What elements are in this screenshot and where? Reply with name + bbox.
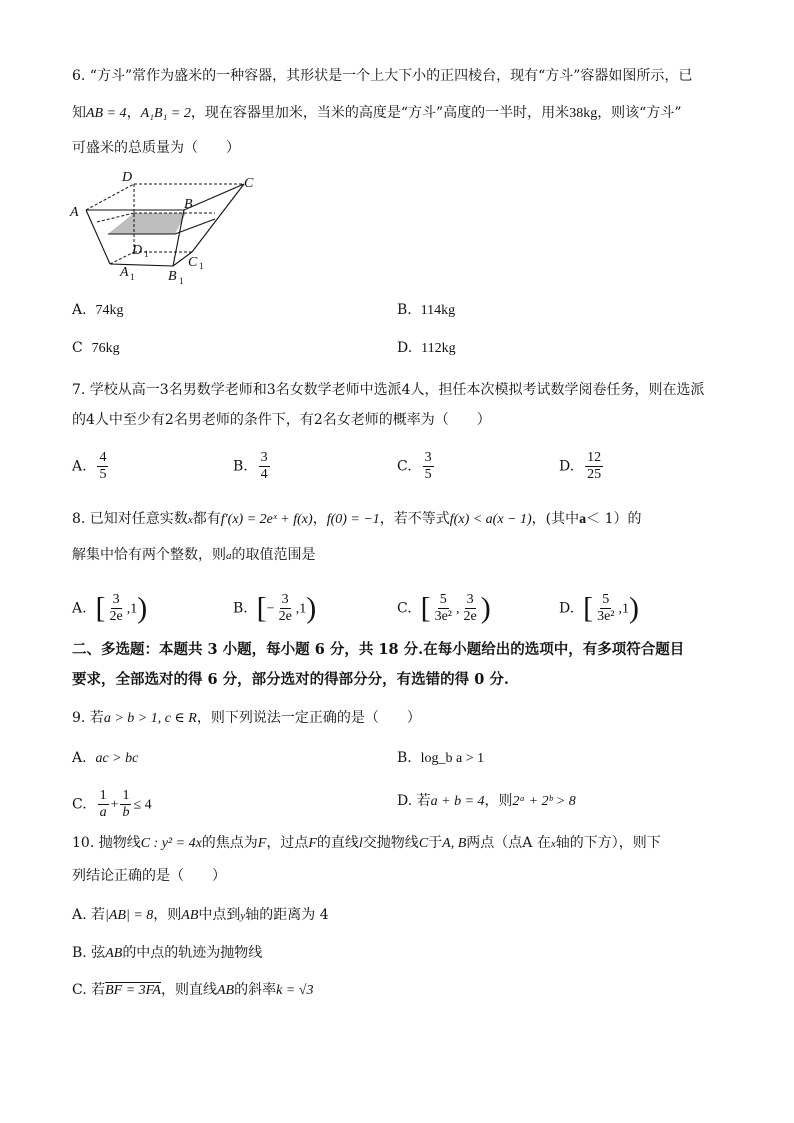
- fraction: [107, 592, 124, 625]
- bracket-open: [: [420, 591, 431, 625]
- option-letter: A.: [72, 600, 87, 617]
- bracket-close: ): [480, 591, 491, 625]
- option-text: 74kg: [95, 303, 124, 318]
- q8-option-d[interactable]: D. [ $\frac{5}{\text{3e²}}$ ,1): [559, 591, 640, 625]
- label-d1: D: [132, 243, 143, 258]
- denominator: 3e²: [597, 609, 615, 624]
- q10-text: 的焦点为: [201, 835, 258, 851]
- q9-option-d[interactable]: [397, 791, 576, 812]
- fraction: [97, 450, 108, 483]
- numerator: 3: [281, 592, 289, 607]
- option-text: 的中点的轨迹为抛物线: [122, 945, 263, 961]
- option-math: AB: [181, 908, 199, 923]
- q8-var-a: a: [226, 550, 232, 562]
- q8-eq1: f′(x) = 2eˣ + f(x): [220, 512, 313, 527]
- q9-option-b[interactable]: [397, 748, 484, 769]
- q10-text: 两点（点A 在: [466, 835, 551, 851]
- q8-text: ＜ 1）的: [586, 511, 642, 527]
- q6-option-d[interactable]: [397, 338, 456, 359]
- interval-right: 1: [130, 601, 138, 617]
- numerator: 3: [112, 592, 120, 607]
- label-c1-sub: 1: [199, 261, 204, 271]
- label-c1: C: [188, 255, 198, 270]
- q6-a1b1-eq: A₁B₁ = 2: [140, 106, 191, 121]
- q8-line2: [72, 545, 316, 566]
- bracket-close: ): [306, 591, 317, 625]
- option-text: 中点到: [198, 907, 241, 923]
- numerator: 1: [122, 788, 130, 803]
- q7-line1: 7. 学校从高一3名男数学老师和3名女数学老师中选派4人，担任本次模拟考试数学阅卷任务，则在选派: [72, 382, 705, 398]
- q8-option-c[interactable]: C. [ $\frac{5}{\text{3e²}}$ , $\frac{3}{2e}$ ): [397, 591, 491, 625]
- option-letter: C.: [397, 600, 412, 617]
- q10-text: 10. 抛物线: [72, 835, 141, 851]
- denominator: 5: [99, 467, 107, 482]
- label-a1-sub: 1: [130, 272, 135, 282]
- q10-text: ，过点: [266, 835, 309, 851]
- q9-option-a[interactable]: [72, 748, 138, 769]
- option-text: B. 弦: [72, 945, 106, 961]
- option-letter: A.: [72, 302, 87, 318]
- option-letter: C: [72, 340, 83, 356]
- option-math: 2ᵃ + 2ᵇ > 8: [512, 794, 576, 809]
- q6-line2: [72, 103, 682, 124]
- q9-option-c[interactable]: [72, 788, 152, 821]
- q7-option-c[interactable]: [397, 450, 436, 483]
- q8-var-a-bold: a: [579, 512, 587, 527]
- edge-bc: [184, 184, 244, 210]
- q10-line2: 列结论正确的是（ ）: [72, 868, 226, 884]
- q8-text: 解集中恰有两个整数，则: [72, 547, 226, 563]
- q9-text: ，则下列说法一定正确的是（ ）: [196, 710, 421, 726]
- edge-ad-hidden: [86, 184, 134, 210]
- label-d: D: [122, 170, 133, 185]
- option-text: ，则: [484, 793, 513, 809]
- option-letter: A.: [72, 458, 87, 475]
- bracket-open: [: [256, 591, 267, 625]
- q10-text: 的直线: [316, 835, 359, 851]
- numerator: 5: [602, 592, 610, 607]
- fraction: [259, 450, 270, 483]
- option-text: 114kg: [420, 303, 456, 318]
- q10-focus: F: [257, 836, 267, 851]
- denominator: 3e²: [434, 609, 452, 624]
- edge-aa1: [86, 210, 110, 264]
- option-text: C. 若: [72, 982, 106, 998]
- option-text: 轴的距离为 4: [245, 907, 329, 923]
- q6-sep: ，: [126, 105, 141, 121]
- fraction: [120, 788, 131, 821]
- q6-text: 知: [72, 105, 86, 121]
- label-b: B: [184, 197, 193, 212]
- numerator: 3: [260, 450, 268, 465]
- option-text: 若: [416, 793, 431, 809]
- q10-option-a[interactable]: [72, 905, 329, 926]
- frustum-figure: [66, 168, 266, 286]
- q10-points: A, B: [442, 836, 467, 851]
- interval-right: 1: [299, 601, 307, 617]
- numerator: 12: [587, 450, 602, 465]
- option-text: ，则直线: [160, 982, 217, 998]
- denominator: 4: [260, 467, 268, 482]
- q8-eq2: f(0) = −1: [326, 512, 380, 527]
- edge-a1d1-hidden: [110, 252, 134, 264]
- q6-text: ，现在容器里加米，当米的高度是“方斗”高度的一半时，用米: [190, 105, 570, 121]
- denominator: 2e: [109, 609, 123, 624]
- q8-option-b[interactable]: B. [− $\frac{3}{2e}$ ,1): [233, 591, 317, 625]
- option-text: 112kg: [421, 341, 456, 356]
- option-letter: C.: [72, 796, 87, 813]
- q10-curve: C: [418, 836, 429, 851]
- q8-text: 都有: [192, 511, 221, 527]
- option-letter: D.: [559, 458, 575, 475]
- q8-text: ，(其中: [531, 511, 580, 527]
- option-text: ac > bc: [95, 751, 139, 766]
- q10-text: 于: [428, 835, 443, 851]
- q10-line-l: l: [358, 836, 363, 851]
- bracket-close: ): [629, 591, 640, 625]
- denominator: a: [99, 805, 107, 820]
- label-a1: A: [120, 265, 129, 280]
- q10-text: 轴的下方），则下: [555, 835, 661, 851]
- q10-parabola: C : y² = 4x: [140, 836, 202, 851]
- denominator: b: [122, 805, 130, 820]
- label-b1-sub: 1: [179, 276, 184, 286]
- fraction: [585, 450, 603, 483]
- q8-text: 的取值范围是: [231, 547, 316, 563]
- q8-var-x: x: [187, 514, 193, 526]
- fraction: [462, 592, 479, 625]
- numerator: 5: [439, 592, 447, 607]
- q9-stem: [72, 708, 421, 729]
- q8-text: ，若不等式: [379, 511, 450, 527]
- option-text: ，则: [153, 907, 182, 923]
- q7-line2: 的4人中至少有2名男老师的条件下，有2名女老师的概率为（ ）: [72, 412, 491, 428]
- q7-option-b[interactable]: [233, 450, 272, 483]
- q6-line3: 可盛米的总质量为（ ）: [72, 140, 240, 156]
- label-c: C: [244, 176, 254, 191]
- option-letter: C.: [397, 458, 412, 475]
- option-letter: B.: [233, 600, 248, 617]
- q7-option-d[interactable]: [559, 450, 605, 483]
- numerator: 3: [466, 592, 474, 607]
- label-d1-sub: 1: [144, 249, 149, 259]
- option-math: AB: [105, 946, 123, 961]
- q8-text: ，: [312, 511, 327, 527]
- denominator: 5: [424, 467, 432, 482]
- section2-line2: 要求，全部选对的得 6 分，部分选对的得部分分，有选错的得 0 分.: [72, 671, 509, 688]
- q10-focus: F: [308, 836, 317, 851]
- minus-sign: −: [266, 601, 275, 617]
- q10-line1: [72, 833, 661, 854]
- rice-surface: [108, 213, 186, 234]
- option-math: a + b = 4: [430, 794, 485, 809]
- numerator: 4: [99, 450, 107, 465]
- fraction: [277, 592, 294, 625]
- denominator: 25: [587, 467, 602, 482]
- option-math: AB: [216, 983, 235, 998]
- numerator: 3: [424, 450, 432, 465]
- option-vector-eq: BF = 3FA: [105, 983, 161, 998]
- q8-line1: [72, 509, 642, 530]
- option-text: A. 若: [72, 907, 106, 923]
- fraction: [595, 592, 616, 625]
- option-var-y: y: [240, 910, 246, 922]
- q7-option-a[interactable]: [72, 450, 110, 483]
- numerator: 1: [99, 788, 107, 803]
- section2-line1: 二、多选题：本题共 3 小题，每小题 6 分，共 18 分.在每小题给出的选项中，有多项符合题目: [72, 641, 685, 658]
- denominator: 2e: [278, 609, 292, 624]
- q10-var-x: x: [550, 838, 556, 850]
- option-letter: B.: [397, 302, 412, 318]
- bracket-open: [: [95, 591, 106, 625]
- option-text: ≤ 4: [133, 797, 152, 813]
- q9-condition: a > b > 1, c ∈ R: [103, 711, 197, 726]
- q8-ineq: f(x) < a(x − 1): [449, 512, 532, 527]
- option-math: |AB| = 8: [105, 908, 154, 923]
- bracket-open: [: [583, 591, 594, 625]
- q10-text: 交抛物线: [362, 835, 419, 851]
- denominator: 2e: [463, 609, 477, 624]
- q6-text: ，则该“方斗”: [597, 105, 682, 121]
- option-letter: B.: [397, 750, 412, 766]
- q9-text: 9. 若: [72, 710, 104, 726]
- option-letter: D.: [397, 793, 413, 809]
- option-letter: A.: [72, 750, 87, 766]
- edge-cc1: [192, 184, 244, 252]
- q6-option-b[interactable]: [397, 300, 455, 321]
- option-slope: k = √3: [276, 983, 314, 998]
- option-letter: D.: [397, 340, 413, 356]
- q8-option-a[interactable]: A. [ $\frac{3}{2e}$ ,1): [72, 591, 148, 625]
- option-text: 的斜率: [234, 982, 277, 998]
- option-text: 76kg: [91, 341, 120, 356]
- option-letter: B.: [233, 458, 248, 475]
- option-letter: D.: [559, 600, 575, 617]
- label-b1: B: [168, 269, 177, 284]
- q6-ab-eq: AB = 4: [86, 106, 127, 121]
- q10-option-c[interactable]: [72, 980, 313, 1001]
- fraction: [423, 450, 434, 483]
- q6-option-c[interactable]: [72, 338, 120, 359]
- fraction: [98, 788, 109, 821]
- q6-mass: 38kg: [569, 106, 598, 121]
- bracket-close: ): [137, 591, 148, 625]
- plus-sign: +: [110, 797, 119, 813]
- q10-option-b[interactable]: [72, 943, 262, 964]
- q6-option-a[interactable]: [72, 300, 123, 321]
- q8-text: 8. 已知对任意实数: [72, 511, 188, 527]
- option-text: log_b a > 1: [420, 751, 485, 766]
- label-a: A: [70, 205, 79, 220]
- fraction: [433, 592, 454, 625]
- q6-line1: 6. “方斗”常作为盛米的一种容器，其形状是一个上大下小的正四棱台，现有“方斗”容器如图所示，已: [72, 68, 693, 84]
- interval-right: 1: [622, 601, 630, 617]
